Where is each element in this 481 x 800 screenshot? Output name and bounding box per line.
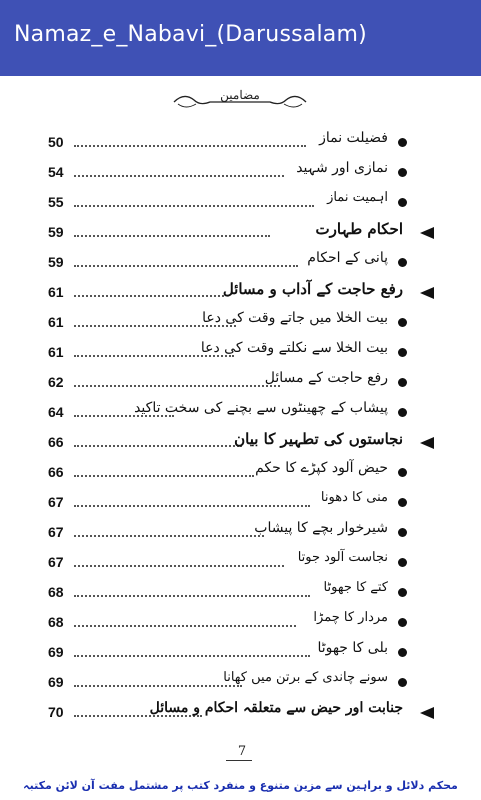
toc-title: نجاستوں کی تطہیر کا بیان bbox=[234, 430, 403, 448]
toc-entry[interactable] bbox=[0, 158, 481, 188]
toc-title: پانی کے احکام bbox=[307, 250, 388, 266]
toc-page-number: 69 bbox=[48, 674, 64, 690]
toc-page-number: 70 bbox=[48, 704, 64, 720]
toc-page-number: 68 bbox=[48, 614, 64, 630]
toc-entry[interactable] bbox=[0, 488, 481, 518]
toc-entry[interactable] bbox=[0, 578, 481, 608]
toc-title: بیت الخلا میں جاتے وقت کی دعا bbox=[202, 310, 388, 326]
toc-page-number: 59 bbox=[48, 254, 64, 270]
page-header bbox=[170, 84, 310, 114]
toc-page-number: 67 bbox=[48, 554, 64, 570]
toc-leader bbox=[74, 475, 254, 477]
toc-title: مردار کا چمڑا bbox=[313, 610, 388, 625]
toc-title: سونے چاندی کے برتن میں کھانا bbox=[223, 670, 388, 685]
toc-chapter-entry[interactable] bbox=[0, 218, 481, 248]
chapter-arrow-icon bbox=[420, 227, 434, 239]
toc-title: اہمیت نماز bbox=[327, 190, 388, 205]
app-title: Namaz_e_Nabavi_(Darussalam) bbox=[14, 22, 367, 47]
bullet-icon bbox=[398, 588, 407, 597]
toc-title: رفع حاجت کے مسائل bbox=[264, 370, 388, 386]
toc-page-number: 54 bbox=[48, 164, 64, 180]
toc-leader bbox=[74, 145, 306, 147]
toc-title: پیشاب کے چھینٹوں سے بچنے کی سخت تاکید bbox=[134, 400, 388, 416]
toc-title: جنابت اور حیض سے متعلقہ احکام و مسائل bbox=[149, 700, 403, 716]
page-number: 7 bbox=[237, 744, 247, 759]
toc-leader bbox=[74, 265, 298, 267]
toc-title: فضیلت نماز bbox=[319, 130, 388, 146]
toc-title: بلی کا جھوٹا bbox=[317, 640, 388, 656]
toc-leader bbox=[74, 685, 242, 687]
toc-leader bbox=[74, 535, 264, 537]
toc-title: احکام طہارت bbox=[315, 220, 403, 238]
bullet-icon bbox=[398, 138, 407, 147]
toc-entry[interactable] bbox=[0, 458, 481, 488]
toc-chapter-entry[interactable] bbox=[0, 698, 481, 728]
toc-entry[interactable] bbox=[0, 368, 481, 398]
toc-page-number: 55 bbox=[48, 194, 64, 210]
toc-leader bbox=[74, 595, 310, 597]
page-header-text: مضامین bbox=[220, 88, 260, 102]
toc-leader bbox=[74, 385, 280, 387]
toc-leader bbox=[74, 205, 314, 207]
bullet-icon bbox=[398, 258, 407, 267]
toc-title: بیت الخلا سے نکلتے وقت کی دعا bbox=[200, 340, 388, 356]
toc-leader bbox=[74, 235, 270, 237]
toc-title: حیض آلود کپڑے کا حکم bbox=[255, 460, 388, 476]
toc-entry[interactable] bbox=[0, 248, 481, 278]
toc-leader bbox=[74, 505, 310, 507]
toc-page-number: 69 bbox=[48, 644, 64, 660]
toc-title: منی کا دھونا bbox=[320, 490, 388, 505]
toc-page-number: 64 bbox=[48, 404, 64, 420]
toc-entry[interactable] bbox=[0, 638, 481, 668]
chapter-arrow-icon bbox=[420, 437, 434, 449]
toc-page-number: 67 bbox=[48, 524, 64, 540]
toc-page-number: 67 bbox=[48, 494, 64, 510]
chapter-arrow-icon bbox=[420, 707, 434, 719]
toc-page-number: 62 bbox=[48, 374, 64, 390]
bullet-icon bbox=[398, 558, 407, 567]
page-number-divider bbox=[226, 760, 252, 761]
toc-title: شیرخوار بچے کا پیشاب bbox=[254, 520, 388, 536]
toc-page-number: 61 bbox=[48, 314, 64, 330]
bullet-icon bbox=[398, 618, 407, 627]
toc-entry[interactable] bbox=[0, 608, 481, 638]
bullet-icon bbox=[398, 318, 407, 327]
toc-title: نمازی اور شہید bbox=[296, 160, 388, 176]
toc-entry[interactable] bbox=[0, 308, 481, 338]
toc-entry[interactable] bbox=[0, 128, 481, 158]
chapter-arrow-icon bbox=[420, 287, 434, 299]
toc-page-number: 66 bbox=[48, 464, 64, 480]
toc-page-number: 66 bbox=[48, 434, 64, 450]
book-page[interactable] bbox=[0, 76, 481, 800]
bullet-icon bbox=[398, 678, 407, 687]
toc-leader bbox=[74, 175, 284, 177]
toc-page-number: 59 bbox=[48, 224, 64, 240]
toc-chapter-entry[interactable] bbox=[0, 428, 481, 458]
footer-tagline: محکم دلائل و براہین سے مزین متنوع و منفرد کتب پر مشتمل مفت آن لائن مکتبہ bbox=[23, 779, 458, 792]
toc-leader bbox=[74, 625, 296, 627]
toc-page-number: 61 bbox=[48, 284, 64, 300]
app-bar bbox=[0, 0, 481, 76]
toc-entry[interactable] bbox=[0, 548, 481, 578]
toc-entry[interactable] bbox=[0, 668, 481, 698]
toc-leader bbox=[74, 655, 310, 657]
toc-leader bbox=[74, 445, 242, 447]
toc-entry[interactable] bbox=[0, 338, 481, 368]
bullet-icon bbox=[398, 408, 407, 417]
bullet-icon bbox=[398, 528, 407, 537]
toc-leader bbox=[74, 295, 224, 297]
toc-title: رفع حاجت کے آداب و مسائل bbox=[222, 280, 403, 298]
toc-entry[interactable] bbox=[0, 188, 481, 218]
toc-leader bbox=[74, 565, 284, 567]
bullet-icon bbox=[398, 378, 407, 387]
bullet-icon bbox=[398, 648, 407, 657]
bullet-icon bbox=[398, 498, 407, 507]
bullet-icon bbox=[398, 198, 407, 207]
toc-page-number: 50 bbox=[48, 134, 64, 150]
toc-title: نجاست آلود جوتا bbox=[297, 550, 388, 565]
toc-title: کتے کا جھوٹا bbox=[323, 580, 388, 595]
bullet-icon bbox=[398, 168, 407, 177]
bullet-icon bbox=[398, 348, 407, 357]
toc-chapter-entry[interactable] bbox=[0, 278, 481, 308]
toc-page-number: 61 bbox=[48, 344, 64, 360]
toc-page-number: 68 bbox=[48, 584, 64, 600]
toc-entry[interactable] bbox=[0, 398, 481, 428]
bullet-icon bbox=[398, 468, 407, 477]
toc-entry[interactable] bbox=[0, 518, 481, 548]
